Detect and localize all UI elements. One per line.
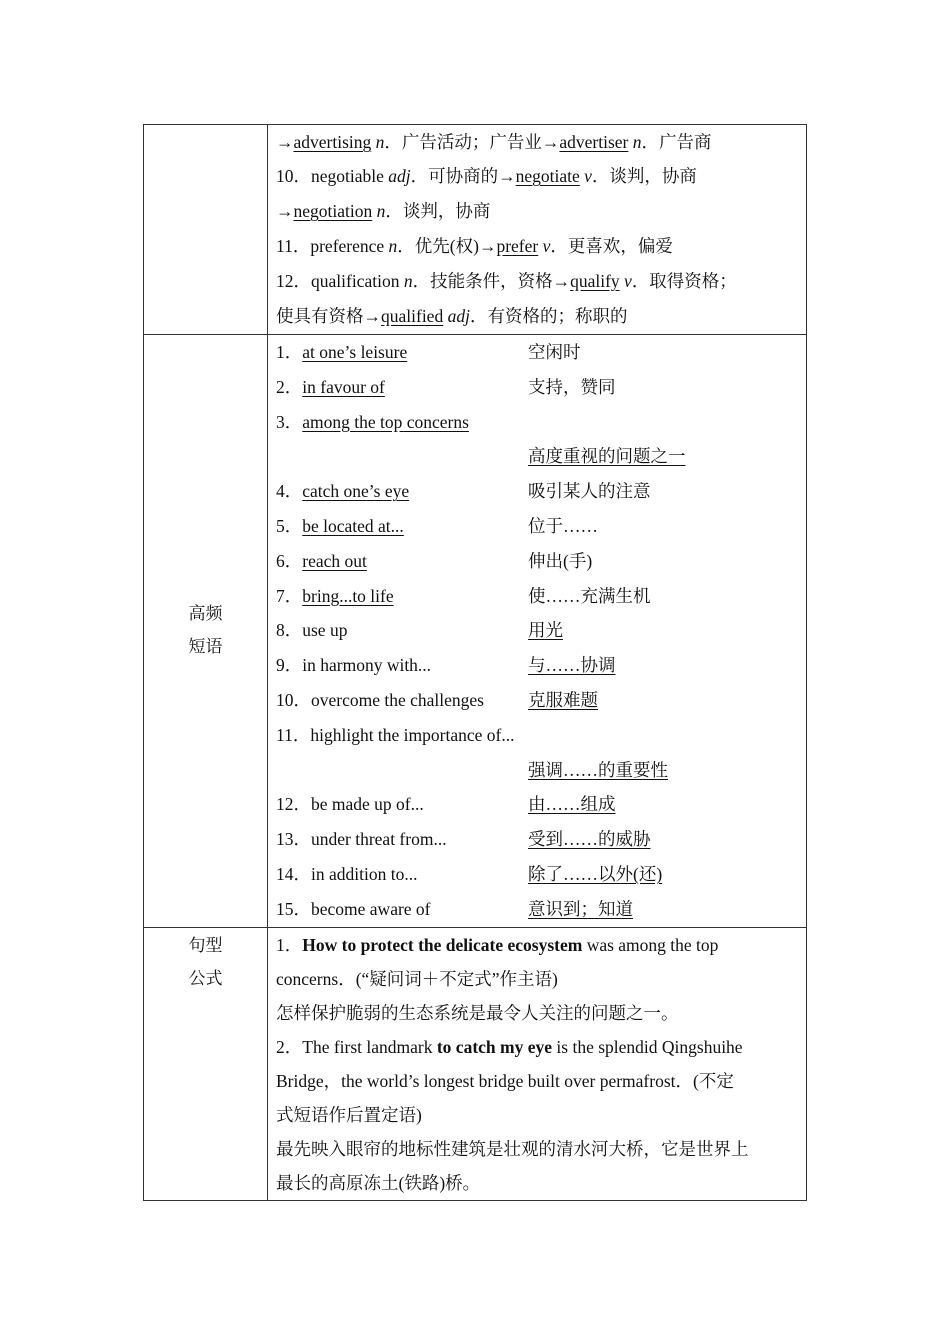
phrases-label: 短语	[188, 636, 223, 657]
phrase-chinese: 由……组成	[528, 794, 616, 815]
phrase-row	[276, 335, 798, 370]
phrase-row	[276, 648, 798, 683]
sentence-item: 1．How to protect the delicate ecosystem was among the top concerns．(“疑问词＋不定式”作主语) 怎样保护脆弱的生态系统是最令人关注的问题之一。	[276, 928, 798, 1030]
phrase-chinese: 伸出(手)	[528, 550, 593, 571]
phrase-english: 6．reach out	[276, 550, 367, 571]
phrase-chinese: 高度重视的问题之一	[528, 446, 686, 467]
answer-word: negotiate	[515, 166, 580, 186]
phrases-label: 高频	[188, 603, 223, 624]
vocabulary-table	[143, 124, 807, 1201]
answer-word: qualified	[381, 306, 444, 326]
phrase-english: 15．become aware of	[276, 898, 431, 919]
phrase-row	[276, 613, 798, 648]
phrase-english	[276, 439, 528, 474]
answer-word: negotiation	[293, 201, 373, 221]
sentences-label: 句型	[188, 935, 223, 956]
phrase-row	[276, 579, 798, 614]
phrase-english: 1．at one’s leisure	[276, 342, 408, 362]
phrase-row	[276, 544, 798, 579]
phrase-row	[276, 718, 798, 753]
phrase-english	[276, 753, 528, 788]
sentences-label-cell	[144, 927, 268, 1200]
phrase-english: 2．in favour of	[276, 376, 385, 397]
phrase-english: 9．in harmony with...	[276, 655, 432, 676]
phrases-label-cell	[144, 335, 268, 928]
answer-word: advertising	[293, 132, 372, 152]
word-line: →negotiation n．谈判，协商	[276, 201, 491, 221]
words-row	[144, 125, 807, 335]
phrase-english: 14．in addition to...	[276, 863, 418, 884]
phrase-english: 12．be made up of...	[276, 794, 424, 815]
phrase-chinese: 用光	[528, 620, 563, 641]
word-line: 11．preference n．优先(权)→prefer v．更喜欢，偏爱	[276, 236, 673, 256]
answer-word: qualify	[570, 271, 620, 291]
phrase-chinese: 空闲时	[528, 342, 581, 362]
phrases-content-cell	[268, 335, 807, 928]
phrase-row	[276, 474, 798, 509]
phrase-chinese: 强调……的重要性	[528, 759, 668, 780]
phrase-chinese: 支持，赞同	[528, 376, 616, 397]
sentence-item: 2．The first landmark to catch my eye is the splendid Qingshuihe Bridge，the world’s longest bridge built over permafrost．(不定 式短语作后置定语) 最先映入眼帘的地标性建筑是壮观的清水河大桥，它是世界上 最长的高原冻土(铁路)桥。	[276, 1030, 798, 1200]
sentences-label: 公式	[188, 968, 223, 989]
phrase-chinese: 意识到；知道	[528, 898, 633, 919]
phrase-chinese	[528, 405, 798, 440]
word-line: →advertising n．广告活动；广告业→advertiser n．广告商	[276, 132, 712, 152]
phrase-english: 7．bring...to life	[276, 585, 394, 606]
sentences-row	[144, 927, 807, 1200]
phrase-english: 5．be located at...	[276, 515, 404, 536]
sentence-translation: 最先映入眼帘的地标性建筑是壮观的清水河大桥，它是世界上	[276, 1138, 749, 1159]
phrase-row	[276, 370, 798, 405]
words-content-cell	[268, 125, 807, 335]
key-structure: to catch my eye	[436, 1036, 553, 1057]
phrase-english: 3．among the top concerns	[276, 411, 469, 432]
word-line: 使具有资格→qualified adj．有资格的；称职的	[276, 306, 628, 326]
answer-word: prefer	[496, 236, 539, 256]
phrase-chinese: 位于……	[528, 515, 598, 536]
word-line: 12．qualification n．技能条件，资格→qualify v．取得资格；	[276, 271, 737, 291]
phrase-chinese: 与……协调	[528, 655, 616, 676]
phrase-row	[276, 892, 798, 927]
phrase-chinese: 吸引某人的注意	[528, 481, 651, 502]
phrase-english: 11．highlight the importance of...	[276, 724, 515, 745]
phrase-list	[276, 335, 798, 927]
phrase-row	[276, 822, 798, 857]
sentences-content-cell	[268, 927, 807, 1200]
phrase-chinese: 除了……以外(还)	[528, 863, 663, 884]
phrase-row	[276, 753, 798, 788]
phrase-row	[276, 405, 798, 440]
sentence-translation: 怎样保护脆弱的生态系统是最令人关注的问题之一。	[276, 1002, 679, 1023]
phrase-chinese: 使……充满生机	[528, 585, 651, 606]
phrase-chinese: 受到……的威胁	[528, 829, 651, 850]
words-label-cell	[144, 125, 268, 335]
answer-word: advertiser	[559, 132, 629, 152]
phrases-row	[144, 335, 807, 928]
phrase-row	[276, 857, 798, 892]
phrase-english: 4．catch one’s eye	[276, 481, 410, 502]
word-line: 10．negotiable adj．可协商的→negotiate v．谈判，协商	[276, 166, 697, 186]
phrase-row	[276, 787, 798, 822]
phrase-row	[276, 439, 798, 474]
phrase-english: 10．overcome the challenges	[276, 689, 484, 710]
sentence-translation: 最长的高原冻土(铁路)桥。	[276, 1172, 481, 1193]
phrase-english: 13．under threat from...	[276, 829, 447, 850]
phrase-chinese: 克服难题	[528, 689, 598, 710]
phrase-chinese	[528, 718, 798, 753]
key-structure: How to protect the delicate ecosystem	[302, 934, 583, 955]
phrase-row	[276, 509, 798, 544]
phrase-english: 8．use up	[276, 620, 348, 641]
phrase-row	[276, 683, 798, 718]
